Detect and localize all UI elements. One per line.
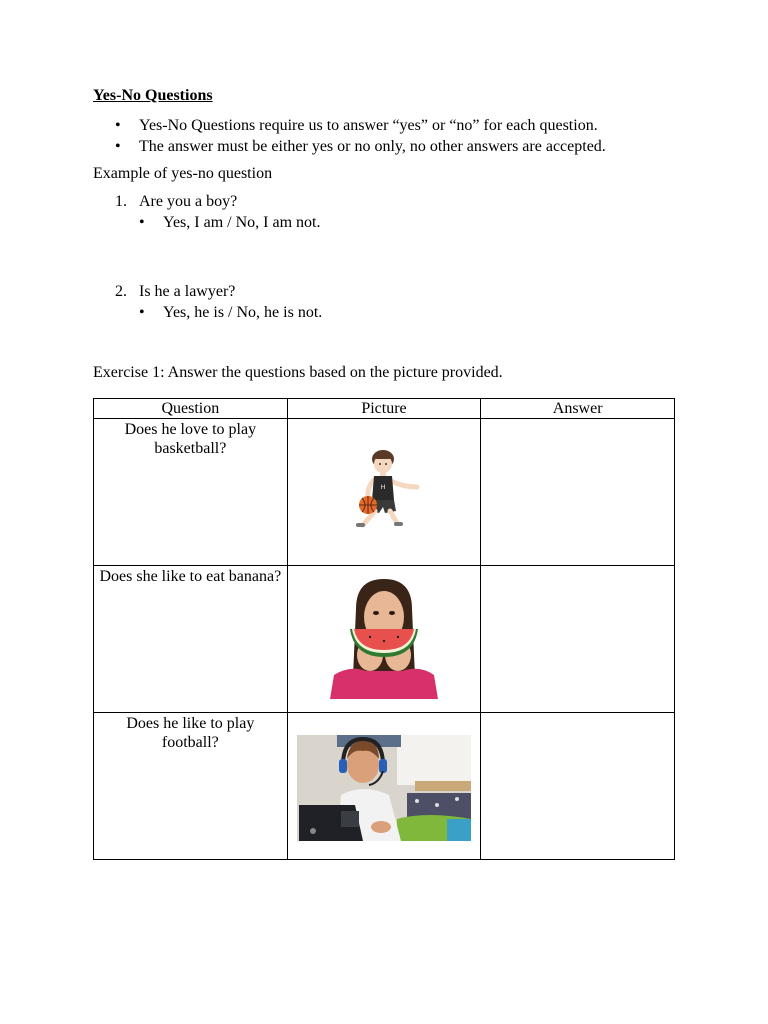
table-row bbox=[94, 713, 675, 860]
example-item bbox=[93, 281, 675, 323]
column-header-answer: Answer bbox=[481, 399, 675, 419]
table-row bbox=[94, 419, 675, 566]
example-item bbox=[93, 191, 675, 233]
example-intro: Example of yes-no question bbox=[93, 164, 273, 182]
column-header-question: Question bbox=[94, 399, 288, 419]
answer-cell[interactable] bbox=[481, 713, 675, 860]
rule-text: Yes-No Questions require us to answer “yes” or “no” for each question. bbox=[139, 116, 598, 134]
question-text: Does he love to play basketball? bbox=[124, 421, 257, 457]
boy-with-headset-at-laptop-icon bbox=[297, 735, 471, 841]
table-row bbox=[94, 566, 675, 713]
exercise-table bbox=[93, 398, 675, 860]
bullet-icon: • bbox=[139, 213, 145, 231]
example-question: Are you a boy? bbox=[139, 192, 238, 210]
boy-dribbling-basketball-icon bbox=[339, 445, 429, 557]
example-answer: Yes, I am / No, I am not. bbox=[163, 213, 321, 231]
example-answer: Yes, he is / No, he is not. bbox=[163, 303, 323, 321]
bullet-icon: • bbox=[115, 116, 121, 134]
rule-text: The answer must be either yes or no only, no other answers are accepted. bbox=[139, 137, 606, 155]
question-text: Does she like to eat banana? bbox=[99, 568, 282, 585]
answer-cell[interactable] bbox=[481, 419, 675, 566]
question-cell bbox=[94, 566, 288, 713]
picture-cell bbox=[287, 566, 481, 713]
table-header-row bbox=[94, 399, 675, 419]
example-number: 2. bbox=[115, 282, 127, 300]
list-item bbox=[93, 115, 675, 136]
bullet-icon: • bbox=[139, 303, 145, 321]
page-title: Yes-No Questions bbox=[93, 87, 213, 104]
question-text: Does he like to play football? bbox=[126, 715, 255, 751]
column-header-picture: Picture bbox=[287, 399, 481, 419]
svg-text:H: H bbox=[380, 485, 386, 491]
rules-list bbox=[93, 115, 675, 157]
list-item bbox=[93, 136, 675, 157]
example-number: 1. bbox=[115, 192, 127, 210]
picture-cell bbox=[287, 419, 481, 566]
picture-cell bbox=[287, 713, 481, 860]
bullet-icon: • bbox=[115, 137, 121, 155]
answer-cell[interactable] bbox=[481, 566, 675, 713]
document-body bbox=[93, 86, 675, 383]
question-cell bbox=[94, 419, 288, 566]
question-cell bbox=[94, 713, 288, 860]
girl-eating-watermelon-icon bbox=[330, 579, 438, 699]
exercise-title: Exercise 1: Answer the questions based on the picture provided. bbox=[93, 363, 503, 381]
example-question: Is he a lawyer? bbox=[139, 282, 236, 300]
